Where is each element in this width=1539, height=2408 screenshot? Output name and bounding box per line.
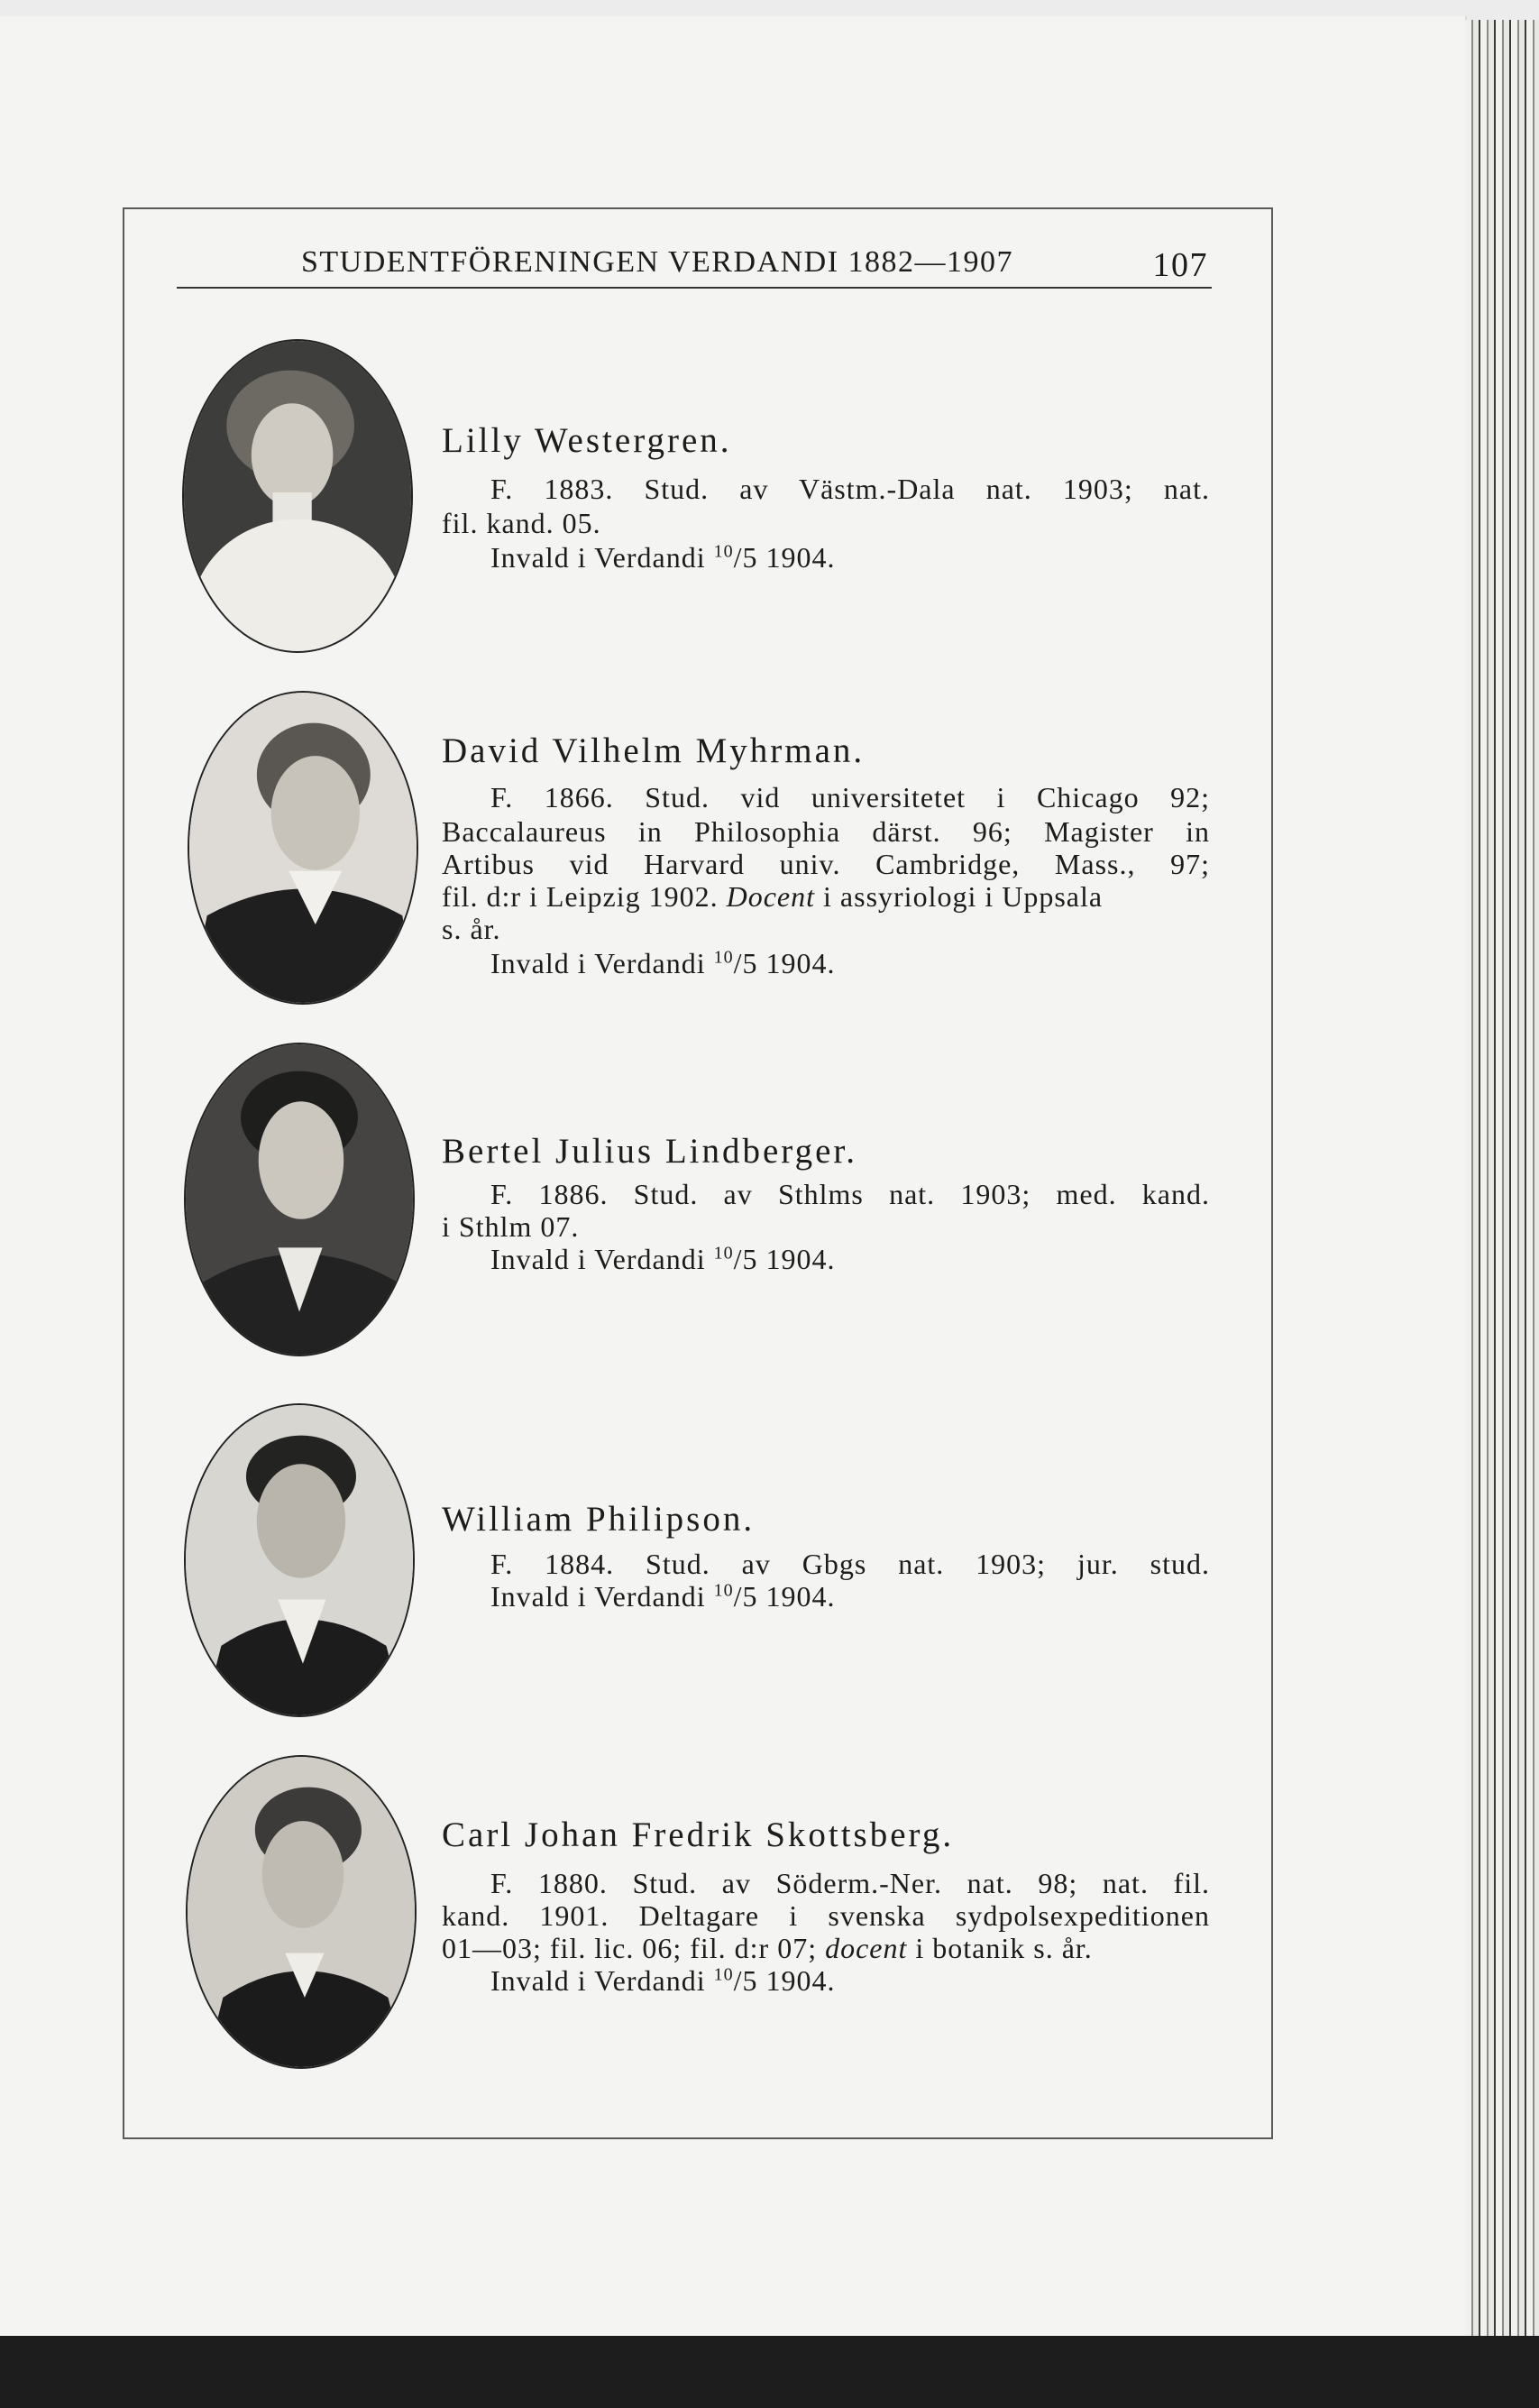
person-name: Bertel Julius Lindberger.: [442, 1132, 857, 1171]
invald-line: Invald i Verdandi $^{10}$/5 1904.: [490, 1580, 836, 1613]
bio-line: fil. d:r i Leipzig 1902. Docent i assyriologi i Uppsala: [442, 880, 1104, 913]
portrait-photo: [184, 1403, 415, 1717]
page-edges: [1465, 20, 1539, 2339]
portrait-photo: [188, 691, 418, 1005]
bio-line: kand. 1901. Deltagare i svenska sydpolsexpeditionen: [442, 1899, 1210, 1932]
bio-line: fil. kand. 05.: [442, 507, 601, 539]
biography-entry: [180, 1043, 1226, 1367]
portrait-photo: [186, 1755, 417, 2069]
biography-entry: [180, 1403, 1226, 1728]
bio-line: s. år.: [442, 913, 501, 945]
invald-line: Invald i Verdandi $^{10}$/5 1904.: [490, 541, 836, 574]
person-name: Carl Johan Fredrik Skottsberg.: [442, 1815, 955, 1854]
page-number: 107: [1152, 246, 1208, 284]
person-name: William Philipson.: [442, 1500, 756, 1539]
invald-line: Invald i Verdandi $^{10}$/5 1904.: [490, 947, 836, 979]
person-name: David Vilhelm Myhrman.: [442, 731, 866, 770]
person-name: Lilly Westergren.: [442, 421, 732, 460]
bio-line: F. 1883. Stud. av Västm.-Dala nat. 1903; nat.: [490, 473, 1210, 505]
bio-line: F. 1886. Stud. av Sthlms nat. 1903; med. kand.: [490, 1178, 1210, 1210]
portrait-photo: [182, 339, 413, 653]
invald-line: Invald i Verdandi $^{10}$/5 1904.: [490, 1964, 836, 1997]
running-title: STUDENTFÖRENINGEN VERDANDI 1882—1907: [301, 245, 1014, 279]
bio-line: i Sthlm 07.: [442, 1210, 580, 1243]
invald-line: Invald i Verdandi $^{10}$/5 1904.: [490, 1243, 836, 1275]
bio-line: Artibus vid Harvard univ. Cambridge, Mass., 97;: [442, 848, 1210, 880]
biography-entry: [180, 1755, 1226, 2080]
biography-entry: [180, 339, 1226, 664]
bio-line: F. 1880. Stud. av Söderm.-Ner. nat. 98; nat. fil.: [490, 1867, 1210, 1899]
bio-line: Baccalaureus in Philosophia därst. 96; Magister in: [442, 815, 1210, 848]
scan-bottom-band: [0, 2336, 1539, 2408]
bio-line: F. 1884. Stud. av Gbgs nat. 1903; jur. stud.: [490, 1548, 1210, 1580]
portrait-photo: [184, 1043, 415, 1356]
bio-line: 01—03; fil. lic. 06; fil. d:r 07; docent i botanik s. år.: [442, 1932, 1093, 1964]
running-head: [177, 244, 1212, 289]
bio-line: F. 1866. Stud. vid universitetet i Chicago 92;: [490, 781, 1210, 813]
biography-entry: [180, 691, 1226, 1016]
